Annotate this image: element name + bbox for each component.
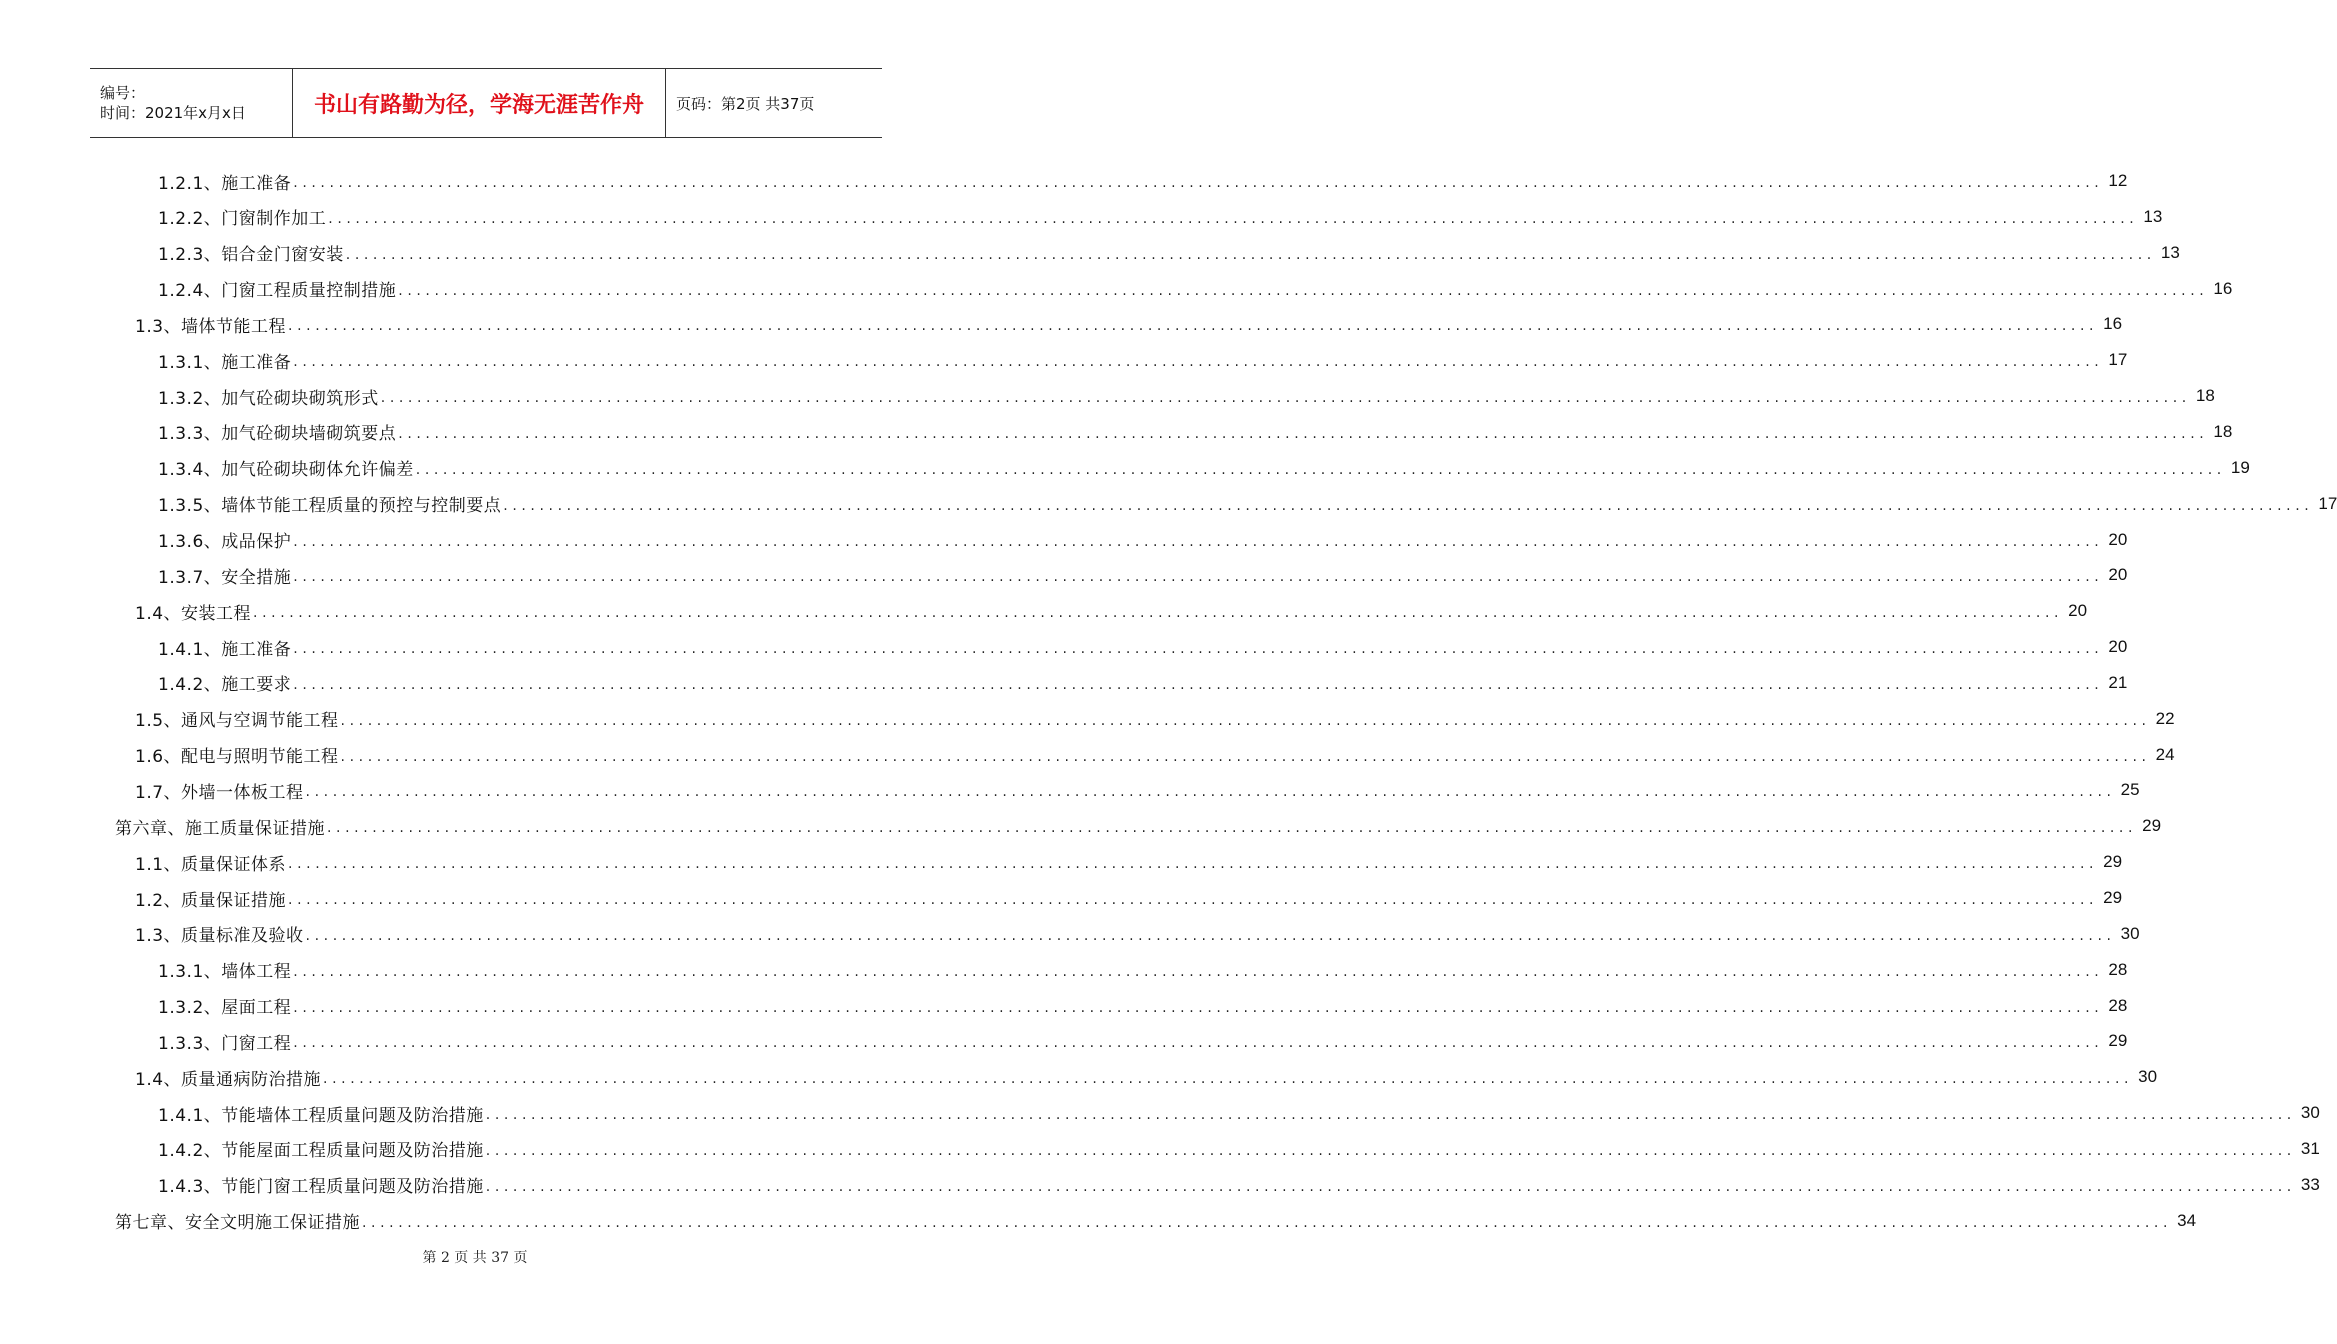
toc-entry-page: 28	[2108, 959, 2128, 979]
page-header	[90, 68, 882, 138]
toc-dot-leader: ........................................................................................................................................................................................................	[293, 175, 2104, 191]
toc-entry-title: 1.2.4、门窗工程质量控制措施	[158, 281, 397, 302]
toc-entry-page: 29	[2108, 1031, 2128, 1051]
toc-entry-page: 30	[2300, 1103, 2320, 1123]
toc-entry[interactable]	[158, 1023, 2128, 1059]
toc-entry-title: 1.3.4、加气砼砌块砌体允许偏差	[158, 460, 414, 481]
toc-dot-leader: ........................................................................................................................................................................................................	[503, 497, 2314, 514]
toc-entry[interactable]	[135, 844, 2123, 880]
toc-entry-page: 12	[2108, 171, 2128, 190]
toc-entry[interactable]	[158, 450, 2250, 486]
toc-entry[interactable]	[135, 737, 2175, 773]
toc-dot-leader: ........................................................................................................................................................................................................	[415, 461, 2226, 478]
toc-entry-title: 1.3.2、加气砼砌块砌筑形式	[158, 388, 379, 409]
toc-entry[interactable]	[158, 629, 2128, 665]
toc-entry[interactable]	[135, 880, 2123, 916]
toc-entry-page: 18	[2213, 421, 2233, 441]
toc-dot-leader: ........................................................................................................................................................................................................	[293, 963, 2104, 980]
toc-entry-page: 21	[2108, 672, 2128, 692]
toc-dot-leader: ........................................................................................................................................................................................................	[485, 1107, 2296, 1124]
toc-entry-page: 34	[2177, 1210, 2197, 1230]
toc-entry[interactable]	[135, 1059, 2158, 1095]
toc-dot-leader: ........................................................................................................................................................................................................	[340, 712, 2151, 729]
toc-dot-leader: ........................................................................................................................................................................................................	[328, 210, 2139, 227]
toc-entry-title: 1.4.2、施工要求	[158, 675, 292, 696]
toc-entry[interactable]	[158, 414, 2233, 450]
toc-dot-leader: ........................................................................................................................................................................................................	[288, 892, 2099, 908]
toc-entry-title: 第六章、施工质量保证措施	[115, 818, 325, 839]
toc-dot-leader: ........................................................................................................................................................................................................	[362, 1214, 2173, 1231]
toc-dot-leader: ........................................................................................................................................................................................................	[305, 784, 2116, 801]
toc-entry-page: 19	[2230, 457, 2250, 477]
toc-entry-title: 1.4.1、节能墙体工程质量问题及防治措施	[158, 1105, 484, 1126]
toc-dot-leader: ........................................................................................................................................................................................................	[305, 927, 2116, 944]
toc-entry-page: 20	[2108, 529, 2128, 549]
document-time-label: 时间：2021年x月x日	[100, 104, 246, 122]
toc-entry-title: 1.2.1、施工准备	[158, 173, 292, 194]
toc-dot-leader: ........................................................................................................................................................................................................	[293, 1035, 2104, 1052]
toc-entry-title: 1.4.1、施工准备	[158, 639, 292, 660]
toc-entry-title: 1.4、质量通病防治措施	[135, 1069, 322, 1090]
toc-dot-leader: ........................................................................................................................................................................................................	[293, 533, 2104, 550]
toc-entry-title: 1.3.1、施工准备	[158, 352, 292, 373]
toc-dot-leader: ........................................................................................................................................................................................................	[253, 605, 2064, 622]
toc-entry[interactable]	[158, 1095, 2320, 1131]
toc-entry-title: 1.4、安装工程	[135, 603, 252, 624]
toc-entry-page: 33	[2300, 1174, 2320, 1194]
toc-entry-page: 29	[2142, 816, 2162, 836]
toc-entry[interactable]	[115, 808, 2162, 844]
toc-entry[interactable]	[135, 701, 2175, 737]
toc-entry-page: 16	[2103, 314, 2123, 334]
toc-dot-leader: ........................................................................................................................................................................................................	[380, 390, 2191, 407]
toc-entry[interactable]	[158, 342, 2128, 378]
toc-entry-page: 17	[2318, 493, 2337, 513]
toc-entry-title: 1.3.5、墙体节能工程质量的预控与控制要点	[158, 496, 502, 517]
toc-entry-title: 1.3、墙体节能工程	[135, 316, 287, 337]
header-slogan	[292, 69, 666, 137]
toc-entry-page: 30	[2120, 923, 2140, 943]
toc-entry-title: 1.7、外墙一体板工程	[135, 782, 304, 803]
toc-dot-leader: ........................................................................................................................................................................................................	[288, 856, 2099, 873]
toc-entry[interactable]	[158, 952, 2128, 988]
toc-entry-title: 1.3.2、屋面工程	[158, 998, 292, 1019]
toc-entry-title: 1.2、质量保证措施	[135, 890, 287, 911]
toc-dot-leader: ........................................................................................................................................................................................................	[293, 676, 2104, 693]
toc-entry-page: 20	[2068, 601, 2088, 621]
toc-entry-page: 13	[2143, 206, 2163, 226]
toc-entry[interactable]	[158, 163, 2128, 199]
toc-entry-page: 31	[2300, 1138, 2320, 1158]
toc-dot-leader: ........................................................................................................................................................................................................	[323, 1071, 2134, 1088]
page-footer: 第 2 页 共 37 页	[422, 1250, 528, 1266]
toc-entry-page: 28	[2108, 995, 2128, 1015]
toc-entry[interactable]	[158, 1167, 2320, 1203]
toc-dot-leader: ........................................................................................................................................................................................................	[327, 820, 2138, 837]
toc-entry-title: 1.1、质量保证体系	[135, 854, 287, 875]
toc-entry[interactable]	[158, 1131, 2320, 1167]
toc-entry-page: 24	[2155, 744, 2175, 764]
toc-dot-leader: ........................................................................................................................................................................................................	[398, 282, 2209, 299]
toc-entry-page: 17	[2108, 350, 2128, 370]
toc-entry-title: 1.3.7、安全措施	[158, 567, 292, 588]
document-number-label: 编号：	[100, 84, 146, 102]
toc-entry-title: 1.3.1、墙体工程	[158, 962, 292, 983]
toc-entry-title: 1.3.6、成品保护	[158, 532, 292, 552]
toc-entry[interactable]	[158, 271, 2233, 307]
toc-entry-page: 20	[2108, 637, 2128, 657]
toc-entry-page: 30	[2138, 1067, 2158, 1087]
toc-dot-leader: ........................................................................................................................................................................................................	[288, 318, 2099, 335]
toc-entry-title: 1.4.3、节能门窗工程质量问题及防治措施	[158, 1177, 484, 1198]
toc-entry-page: 20	[2108, 565, 2128, 585]
toc-dot-leader: ........................................................................................................................................................................................................	[345, 246, 2156, 263]
toc-entry-title: 1.3.3、门窗工程	[158, 1033, 292, 1054]
toc-entry-title: 1.3、质量标准及验收	[135, 926, 304, 947]
toc-entry[interactable]	[158, 557, 2128, 593]
toc-entry-page: 25	[2120, 780, 2140, 800]
toc-entry[interactable]	[158, 378, 2215, 414]
toc-entry-page: 18	[2195, 386, 2215, 406]
header-meta	[90, 69, 292, 137]
toc-entry[interactable]	[158, 235, 2180, 271]
toc-entry-title: 第七章、安全文明施工保证措施	[115, 1213, 360, 1234]
toc-entry[interactable]	[135, 916, 2140, 952]
toc-entry[interactable]	[158, 522, 2128, 558]
toc-entry[interactable]	[158, 988, 2128, 1024]
toc-entry[interactable]	[158, 665, 2128, 701]
toc-entry[interactable]	[115, 1203, 2197, 1239]
toc-dot-leader: ........................................................................................................................................................................................................	[485, 1142, 2296, 1159]
toc-entry[interactable]	[158, 199, 2163, 235]
slogan-text: 书山有路勤为径，学海无涯苦作舟	[313, 92, 644, 118]
toc-entry-title: 1.2.3、铝合金门窗安装	[158, 245, 344, 266]
page-number-label: 页码：第2页 共37页	[676, 94, 815, 113]
toc-dot-leader: ........................................................................................................................................................................................................	[293, 641, 2104, 658]
toc-entry-title: 1.3.3、加气砼砌块墙砌筑要点	[158, 424, 397, 445]
toc-entry-page: 22	[2155, 708, 2175, 728]
toc-dot-leader: ........................................................................................................................................................................................................	[398, 425, 2209, 442]
toc-dot-leader: ........................................................................................................................................................................................................	[293, 354, 2104, 371]
toc-entry-title: 1.5、通风与空调节能工程	[135, 711, 339, 732]
toc-entry[interactable]	[158, 486, 2337, 522]
toc-dot-leader: ........................................................................................................................................................................................................	[340, 748, 2151, 765]
toc-entry-title: 1.4.2、节能屋面工程质量问题及防治措施	[158, 1141, 484, 1162]
toc-entry[interactable]	[135, 593, 2088, 629]
toc-entry[interactable]	[135, 772, 2140, 808]
toc-dot-leader: ........................................................................................................................................................................................................	[293, 999, 2104, 1016]
header-page-info	[666, 69, 882, 137]
toc-entry[interactable]	[135, 306, 2123, 342]
toc-entry-page: 29	[2103, 852, 2123, 872]
toc-entry-page: 16	[2213, 278, 2233, 298]
toc-entry-page: 13	[2160, 242, 2180, 262]
toc-dot-leader: ........................................................................................................................................................................................................	[293, 569, 2104, 586]
toc-entry-page: 29	[2103, 888, 2123, 907]
toc-entry-title: 1.6、配电与照明节能工程	[135, 747, 339, 768]
toc-dot-leader: ........................................................................................................................................................................................................	[485, 1178, 2296, 1195]
toc-entry-title: 1.2.2、门窗制作加工	[158, 209, 327, 230]
